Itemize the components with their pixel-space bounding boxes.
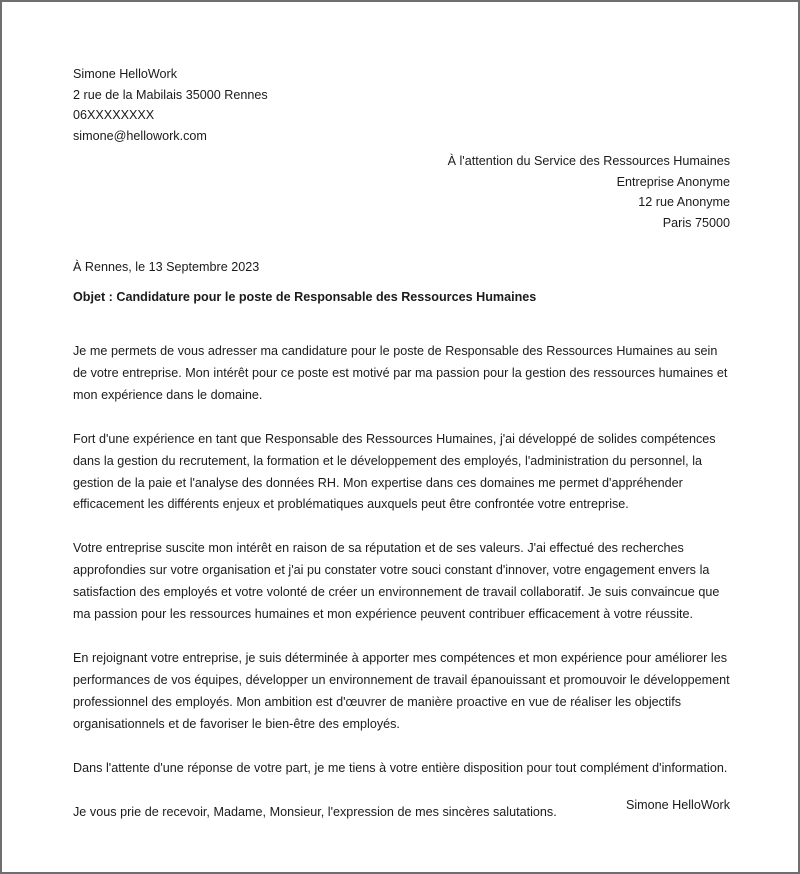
recipient-street: 12 rue Anonyme xyxy=(638,195,730,209)
recipient-city: Paris 75000 xyxy=(662,215,730,230)
signature-block xyxy=(330,795,730,816)
sender-address-block xyxy=(73,64,493,146)
body-paragraph: Votre entreprise suscite mon intérêt en raison de sa réputation et de ses valeurs. J'ai effectué des recherches approfondies sur votre organisation et j'ai pu constater votre souci constant d'innover, votre engagement envers la satisfaction des employés et votre volonté de créer un environnement de travail collaboratif. Je suis convaincue que ma passion pour les ressources humaines et mon expérience peuvent contribuer efficacement à votre réussite. xyxy=(73,541,720,622)
letter-content-area xyxy=(73,2,730,872)
sender-email: simone@hellowork.com xyxy=(73,128,207,143)
signature-name: Simone HelloWork xyxy=(625,798,730,812)
body-paragraph: Fort d'une expérience en tant que Responsable des Ressources Humaines, j'ai développé de solides compétences dans la gestion du recrutement, la formation et le développement des employés, l'administration du personnel, la gestion de la paie et l'analyse des données RH. Mon expertise dans ces domaines me permet d'appréhender efficacement les différents enjeux et problématiques auxquels peut être confrontée votre entreprise. xyxy=(73,431,716,512)
letter-body xyxy=(73,341,730,823)
recipient-company: Entreprise Anonyme xyxy=(616,174,730,189)
body-paragraph: Je vous prie de recevoir, Madame, Monsieur, l'expression de mes sincères salutations. xyxy=(73,804,557,819)
recipient-address-block xyxy=(270,151,730,233)
date-line: À Rennes, le 13 Septembre 2023 xyxy=(73,260,260,274)
recipient-attention: À l'attention du Service des Ressources Humaines xyxy=(447,154,730,168)
sender-name: Simone HelloWork xyxy=(73,67,178,81)
body-paragraph: Je me permets de vous adresser ma candidature pour le poste de Responsable des Ressources Humaines au sein de votre entreprise. Mon intérêt pour ce poste est motivé par ma passion pour la gestion des ressources humaines et mon expérience dans le domaine. xyxy=(73,344,728,402)
sender-address: 2 rue de la Mabilais 35000 Rennes xyxy=(73,87,268,102)
body-paragraph: En rejoignant votre entreprise, je suis déterminée à apporter mes compétences et mon expérience pour améliorer les performances de vos équipes, développer un environnement de travail épanouissant et promouvoir le développement professionnel des employés. Mon ambition est d'œuvrer de manière proactive en vue de réaliser les objectifs organisationnels et de favoriser le bien-être des employés. xyxy=(73,650,730,731)
body-paragraph: Dans l'attente d'une réponse de votre part, je me tiens à votre entière disposition pour tout complément d'information. xyxy=(73,760,728,775)
subject-line: Objet : Candidature pour le poste de Responsable des Ressources Humaines xyxy=(73,290,537,304)
sender-phone: 06XXXXXXXX xyxy=(73,108,155,122)
